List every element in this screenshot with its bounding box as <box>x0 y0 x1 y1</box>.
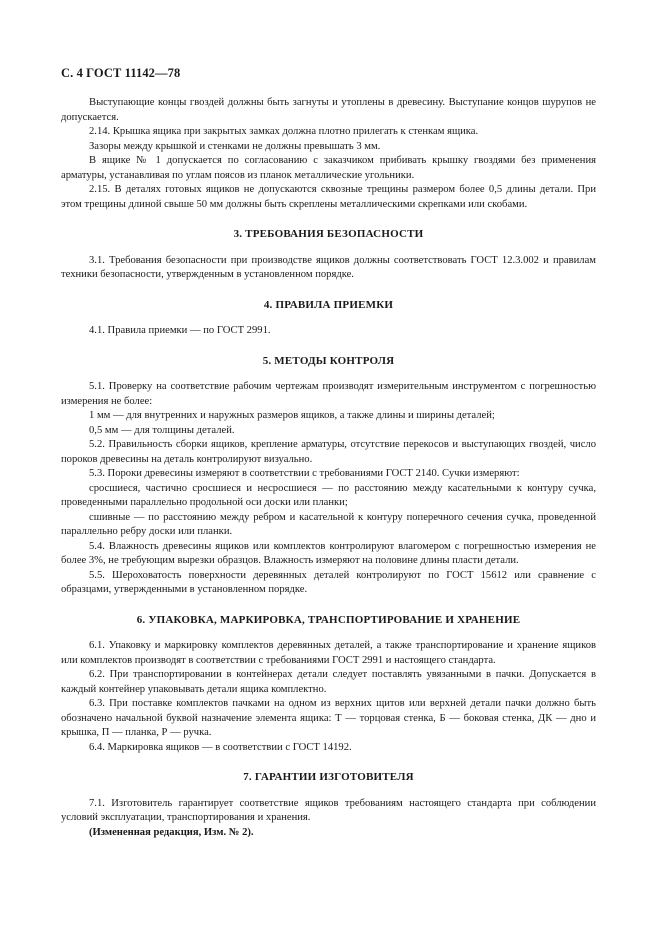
paragraph: 2.15. В деталях готовых ящиков не допускаются сквозные трещины размером более 0,5 длины детали. При этом трещины длиной свыше 50 мм должны быть скреплены металлическими скрепками или скобами. <box>61 184 596 210</box>
document-body <box>61 96 596 840</box>
paragraph: 7.1. Изготовитель гарантирует соответствие ящиков требованиям настоящего стандарта при соблюдении условий эксплуатации, транспортирования и хранения. <box>61 797 596 823</box>
paragraph: 1 мм — для внутренних и наружных размеров ящиков, а также длины и ширины деталей; <box>89 410 495 421</box>
paragraph: 2.14. Крышка ящика при закрытых замках должна плотно прилегать к стенкам ящика. <box>89 126 479 137</box>
paragraph: 6.3. При поставке комплектов пачками на одном из верхних щитов или верхней детали пачки должно быть обозначено начальной буквой назначение элемента ящика: Т — торцовая стенка, Б — боковая стенка, ДК — дно и крышка, П — планка, Р — ручка. <box>61 698 596 738</box>
paragraph: сшивные — по расстоянию между ребром и касательной к контуру поперечного сечения сучка, проведенной параллельно ребру доски или планки. <box>61 511 596 537</box>
section-heading: 6. УПАКОВКА, МАРКИРОВКА, ТРАНСПОРТИРОВАНИЕ И ХРАНЕНИЕ <box>136 613 521 626</box>
paragraph: 4.1. Правила приемки — по ГОСТ 2991. <box>89 325 271 336</box>
paragraph: Выступающие концы гвоздей должны быть загнуты и утоплены в древесину. Выступание концов шурупов не допускается. <box>61 97 596 123</box>
paragraph: 5.2. Правильность сборки ящиков, крепление арматуры, отсутствие перекосов и выступающих гвоздей, число пороков древесины на деталь контролируют визуально. <box>61 439 596 465</box>
paragraph: 5.4. Влажность древесины ящиков или комплектов контролируют влагомером с погрешностью измерения не более 3%, не требующим вырезки образцов. Влажность измеряют на половине длины пласти детали. <box>61 540 596 566</box>
paragraph: В ящике № 1 допускается по согласованию с заказчиком прибивать крышку гвоздями без применения арматуры, устанавливая по углам поясов из планок металлические угольники. <box>61 155 596 181</box>
amendment-note: (Измененная редакция, Изм. № 2). <box>89 826 254 838</box>
paragraph: 5.5. Шероховатость поверхности деревянных деталей контролируют по ГОСТ 15612 или сравнение с образцами, утвержденными в установленном порядке. <box>61 569 596 595</box>
section-heading: 3. ТРЕБОВАНИЯ БЕЗОПАСНОСТИ <box>233 228 424 240</box>
section-heading: 7. ГАРАНТИИ ИЗГОТОВИТЕЛЯ <box>243 771 414 783</box>
paragraph: 6.2. При транспортировании в контейнерах детали следует поставлять увязанными в пачки. Допускается в каждый контейнер упаковывать детали ящика комплектно. <box>61 669 596 695</box>
paragraph: 5.3. Пороки древесины измеряют в соответствии с требованиями ГОСТ 2140. Сучки измеряют: <box>89 468 520 479</box>
paragraph: 3.1. Требования безопасности при производстве ящиков должны соответствовать ГОСТ 12.3.002 и правилам техники безопасности, утвержденным в установленном порядке. <box>61 254 596 280</box>
paragraph: 0,5 мм — для толщины деталей. <box>89 424 235 436</box>
paragraph: 6.4. Маркировка ящиков — в соответствии с ГОСТ 14192. <box>89 741 352 753</box>
paragraph: 6.1. Упаковку и маркировку комплектов деревянных деталей, а также транспортирование и хранение ящиков или комплектов производят в соответствии с требованиями ГОСТ 2991 и настоящего стандарта. <box>61 640 596 666</box>
paragraph: сросшиеся, частично сросшиеся и несросшиеся — по расстоянию между касательными к контуру сучка, проведенными параллельно продольной оси доски или планки; <box>61 482 596 508</box>
section-heading: 4. ПРАВИЛА ПРИЕМКИ <box>263 298 394 311</box>
paragraph: Зазоры между крышкой и стенками не должны превышать 3 мм. <box>89 140 381 152</box>
paragraph: 5.1. Проверку на соответствие рабочим чертежам производят измерительным инструментом с погрешностью измерения не более: <box>61 381 596 407</box>
page-header: С. 4 ГОСТ 11142—78 <box>61 66 181 80</box>
section-heading: 5. МЕТОДЫ КОНТРОЛЯ <box>262 354 395 367</box>
